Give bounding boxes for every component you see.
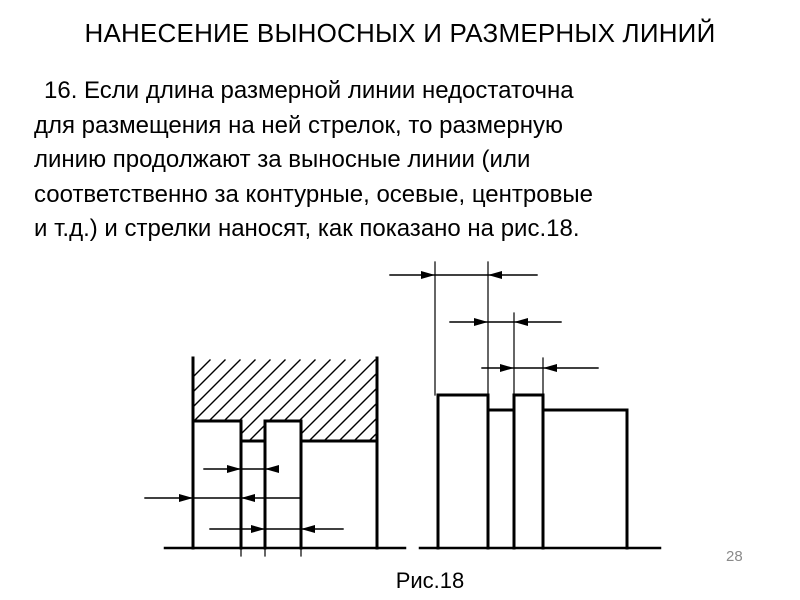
dimension-line-middle <box>145 494 301 502</box>
paragraph-line: соответственно за контурные, осевые, центровые <box>34 180 593 208</box>
paragraph-line: линию продолжают за выносные линии (или <box>34 146 531 173</box>
paragraph-line: для размещения на ней стрелок, то размерную <box>34 111 564 139</box>
figure-caption: Рис.18 <box>395 568 465 593</box>
paragraph-line: и т.д.) и стрелки наносят, как показано на рис.18. <box>34 215 580 242</box>
right-part-drawing <box>390 262 660 548</box>
page-number: 28 <box>726 548 743 565</box>
left-part-drawing <box>90 358 450 556</box>
slide-title: НАНЕСЕНИЕ ВЫНОСНЫХ И РАЗМЕРНЫХ ЛИНИЙ <box>84 18 716 48</box>
dimension-line-bottom-right <box>482 364 598 372</box>
dimension-line-lower <box>210 525 343 533</box>
dimension-line-top <box>390 271 537 279</box>
paragraph-line: 16. Если длина размерной линии недостаточна <box>44 77 574 104</box>
stepped-profile <box>438 395 627 548</box>
dimension-line-middle-right <box>450 318 561 326</box>
